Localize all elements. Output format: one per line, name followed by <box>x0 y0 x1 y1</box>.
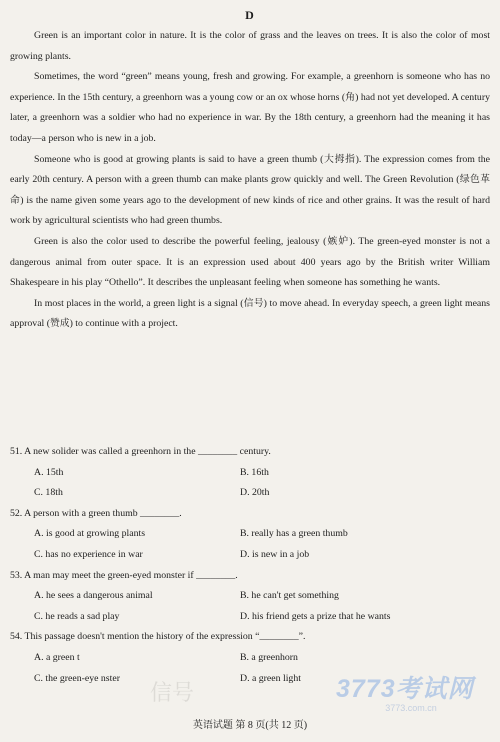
option-d: D. his friend gets a prize that he wants <box>240 610 391 622</box>
option-c: C. he reads a sad play <box>34 610 120 622</box>
option-d: D. is new in a job <box>240 548 310 560</box>
page-footer: 英语试题 第 8 页(共 12 页) <box>192 720 308 731</box>
option-a: A. he sees a dangerous animal <box>34 590 153 602</box>
option-c: C. 18th <box>34 487 63 499</box>
option-b: B. a greenhorn <box>240 651 298 663</box>
option-d: D. 20th <box>240 487 270 499</box>
option-c: C. has no experience in war <box>34 548 143 560</box>
passage-paragraph-2: Sometimes, the word “green” means young, fresh and growing. For example, a greenhorn is someone who has no experience. In the 15th century, a greenhorn was a young cow or an ox whose horns (角) had not yet developed. A century later, a greenhorn was a soldier who had no experience in war. By the 18th century, a greenhorn had the meaning it has today—a person who is new in a job. <box>10 71 490 144</box>
question-stem: 52. A person with a green thumb ________. <box>10 507 182 519</box>
option-a: A. 15th <box>34 466 64 478</box>
question-list <box>10 442 490 689</box>
question-53 <box>10 566 490 628</box>
passage-paragraph-1: Green is an important color in nature. It is the color of grass and the leaves on trees. It is also the color of most growing plants. <box>10 30 490 62</box>
question-51 <box>10 442 490 504</box>
watermark-domain: 3773.com.cn <box>385 703 437 713</box>
reading-passage <box>10 26 490 335</box>
site-watermark-logo <box>336 677 496 717</box>
option-a: A. a green t <box>34 651 80 663</box>
option-d: D. a green light <box>240 672 301 684</box>
question-52 <box>10 504 490 566</box>
option-b: B. he can't get something <box>240 590 339 602</box>
section-letter: D <box>245 8 255 22</box>
option-b: B. 16th <box>240 466 269 478</box>
faint-watermark-text: 信号 <box>150 681 195 706</box>
option-a: A. is good at growing plants <box>34 528 146 540</box>
watermark-brand: 3773考试网 <box>336 675 474 703</box>
passage-paragraph-5: In most places in the world, a green light is a signal (信号) to move ahead. In everyday speech, a green light means approval (赞成) to continue with a project. <box>10 297 490 330</box>
passage-paragraph-4: Green is also the color used to describe the powerful feeling, jealousy (嫉妒). The green-eyed monster is not a dangerous animal from outer space. It is an expression used about 400 years ago by the British writer William Shakespeare in his play “Othello”. It describes the unpleasant feeling when someone has something he wants. <box>10 235 490 289</box>
question-stem: 54. This passage doesn't mention the history of the expression “________”. <box>10 631 306 643</box>
option-c: C. the green-eye nster <box>34 672 120 684</box>
question-stem: 53. A man may meet the green-eyed monster if ________. <box>10 569 238 581</box>
passage-paragraph-3: Someone who is good at growing plants is said to have a green thumb (大拇指). The expression comes from the early 20th century. A person with a green thumb can make plants grow quickly and well. The Green Revolution (绿色革命) is the name given some years ago to the development of new kinds of rice and other grains. It was the result of hard work by agricultural scientists who had green thumbs. <box>10 153 490 227</box>
option-b: B. really has a green thumb <box>240 528 348 540</box>
question-stem: 51. A new solider was called a greenhorn in the ________ century. <box>10 446 271 457</box>
